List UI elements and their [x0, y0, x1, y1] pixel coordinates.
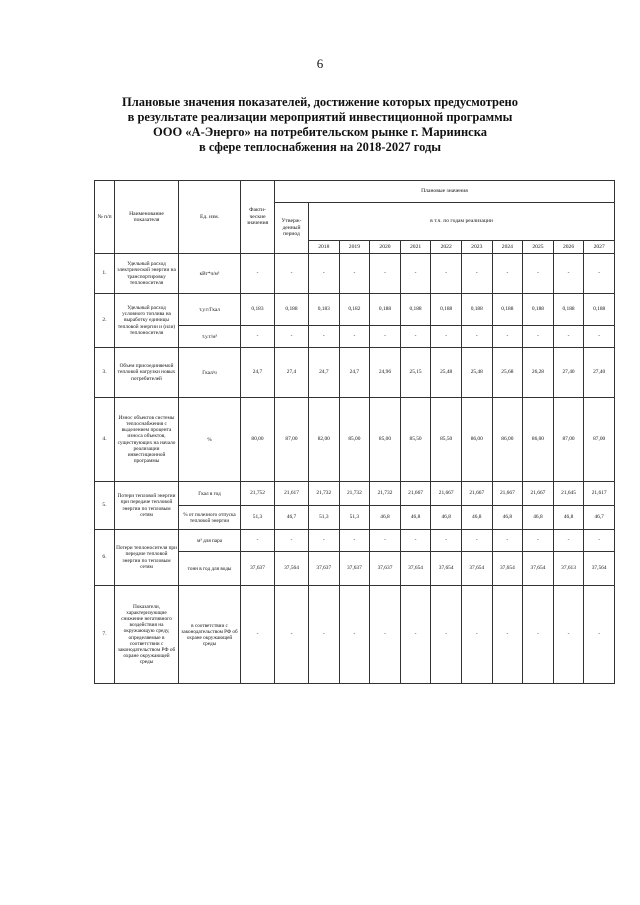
table-row [95, 294, 615, 326]
actual-value-cell: 21,752 [241, 482, 275, 506]
year-value-cell: - [584, 530, 615, 552]
header-year: 2023 [461, 241, 492, 254]
indicator-name: Удельный расход электрической энергии на транспортировку теплоносителя [115, 254, 179, 294]
year-value-cell: 21,645 [553, 482, 584, 506]
header-year: 2020 [370, 241, 401, 254]
unit-cell: т.у.т/Гкал [179, 294, 241, 326]
approved-value-cell: 0,188 [275, 294, 309, 326]
header-actual: Факти-ческие значения [241, 181, 275, 254]
header-year: 2018 [309, 241, 340, 254]
unit-cell: Гкал/ч [179, 348, 241, 398]
year-value-cell: 85,50 [400, 398, 431, 482]
year-value-cell: 21,732 [370, 482, 401, 506]
year-value-cell: - [523, 326, 554, 348]
year-value-cell: 46,8 [400, 506, 431, 530]
year-value-cell: 0,188 [584, 294, 615, 326]
actual-value-cell: 37,637 [241, 552, 275, 586]
year-value-cell: 51,3 [309, 506, 340, 530]
year-value-cell: 87,00 [584, 398, 615, 482]
year-value-cell: - [461, 326, 492, 348]
header-year: 2022 [431, 241, 462, 254]
unit-cell: Гкал в год [179, 482, 241, 506]
year-value-cell: 85,00 [370, 398, 401, 482]
approved-value-cell: - [275, 326, 309, 348]
year-value-cell: - [523, 254, 554, 294]
year-value-cell: 24,96 [370, 348, 401, 398]
header-year: 2027 [584, 241, 615, 254]
year-value-cell: 0,188 [431, 294, 462, 326]
year-value-cell: 21,667 [492, 482, 523, 506]
year-value-cell: - [431, 586, 462, 684]
year-value-cell: - [431, 326, 462, 348]
year-value-cell: - [370, 326, 401, 348]
year-value-cell: - [553, 326, 584, 348]
year-value-cell: - [339, 586, 370, 684]
header-year: 2019 [339, 241, 370, 254]
year-value-cell: 0,188 [400, 294, 431, 326]
year-value-cell: 21,667 [431, 482, 462, 506]
actual-value-cell: - [241, 530, 275, 552]
year-value-cell: 37,654 [523, 552, 554, 586]
year-value-cell: - [523, 530, 554, 552]
year-value-cell: 21,732 [339, 482, 370, 506]
year-value-cell: 21,667 [461, 482, 492, 506]
indicator-name: Показатели, характеризующие снижение негативного воздействия на окружающую среду, определяемые в соответствии с законодательством РФ об охране окружающей среды [115, 586, 179, 684]
unit-cell: % [179, 398, 241, 482]
year-value-cell: 25,48 [431, 348, 462, 398]
header-year: 2024 [492, 241, 523, 254]
unit-cell: в соответствии с законодательством РФ об охране окружающей среды [179, 586, 241, 684]
document-title [60, 95, 580, 155]
year-value-cell: - [309, 530, 340, 552]
year-value-cell: - [492, 586, 523, 684]
year-value-cell: - [400, 326, 431, 348]
unit-cell: % от полезного отпуска тепловой энергии [179, 506, 241, 530]
approved-value-cell: 27,4 [275, 348, 309, 398]
year-value-cell: 46,8 [431, 506, 462, 530]
year-value-cell: - [461, 586, 492, 684]
approved-value-cell: 37,564 [275, 552, 309, 586]
header-num: № п/п [95, 181, 115, 254]
approved-value-cell: - [275, 586, 309, 684]
header-by-years: в т.ч. по годам реализации [309, 203, 615, 241]
indicators-table [94, 180, 615, 684]
row-number: 4. [95, 398, 115, 482]
unit-cell: кВт*ч/м³ [179, 254, 241, 294]
row-number: 3. [95, 348, 115, 398]
year-value-cell: 86,00 [461, 398, 492, 482]
indicator-name: Удельный расход условного топлива на выработку единицы тепловой энергии и (или) теплоносителя [115, 294, 179, 348]
year-value-cell: - [431, 254, 462, 294]
year-value-cell: 37,654 [400, 552, 431, 586]
year-value-cell: 25,48 [461, 348, 492, 398]
year-value-cell: - [309, 586, 340, 684]
year-value-cell: - [492, 530, 523, 552]
title-line-3: ООО «А-Энерго» на потребительском рынке г. Мариинска [153, 125, 487, 139]
actual-value-cell: - [241, 254, 275, 294]
year-value-cell: 46,8 [523, 506, 554, 530]
title-line-1: Плановые значения показателей, достижение которых предусмотрено [122, 95, 518, 109]
header-name: Наименование показателя [115, 181, 179, 254]
page-number: 6 [316, 56, 324, 71]
approved-value-cell: - [275, 254, 309, 294]
year-value-cell: 37,637 [309, 552, 340, 586]
title-line-4: в сфере теплоснабжения на 2018-2027 годы [198, 140, 442, 154]
actual-value-cell: 51,3 [241, 506, 275, 530]
header-unit: Ед. изм. [179, 181, 241, 254]
year-value-cell: - [370, 530, 401, 552]
year-value-cell: - [400, 530, 431, 552]
year-value-cell: 37,637 [339, 552, 370, 586]
year-value-cell: 0,188 [523, 294, 554, 326]
year-value-cell: 24,7 [309, 348, 340, 398]
indicator-name: Износ объектов системы теплоснабжения с выделением процента износа объектов, существующих на начало реализации инвестиционной программы [115, 398, 179, 482]
year-value-cell: 0,188 [461, 294, 492, 326]
indicator-name: Потери теплоносителя при передаче тепловой энергии по тепловым сетям [115, 530, 179, 586]
year-value-cell: - [553, 254, 584, 294]
actual-value-cell: - [241, 326, 275, 348]
indicator-name: Потери тепловой энергии при передаче тепловой энергии по тепловым сетям [115, 482, 179, 530]
table-row [95, 482, 615, 506]
year-value-cell: 86,00 [523, 398, 554, 482]
row-number: 2. [95, 294, 115, 348]
year-value-cell: 25,15 [400, 348, 431, 398]
indicator-name: Объем присоединяемой тепловой нагрузки новых потребителей [115, 348, 179, 398]
year-value-cell: 0,188 [553, 294, 584, 326]
year-value-cell: 37,637 [370, 552, 401, 586]
year-value-cell: 85,00 [339, 398, 370, 482]
approved-value-cell: - [275, 530, 309, 552]
actual-value-cell: - [241, 586, 275, 684]
year-value-cell: 37,654 [492, 552, 523, 586]
year-value-cell: 51,3 [339, 506, 370, 530]
year-value-cell: 37,654 [431, 552, 462, 586]
header-year: 2025 [523, 241, 554, 254]
year-value-cell: - [492, 254, 523, 294]
year-value-cell: - [492, 326, 523, 348]
year-value-cell: - [584, 254, 615, 294]
year-value-cell: 24,7 [339, 348, 370, 398]
table-row [95, 530, 615, 552]
year-value-cell: 21,667 [400, 482, 431, 506]
year-value-cell: 37,613 [553, 552, 584, 586]
year-value-cell: 27,40 [553, 348, 584, 398]
year-value-cell: 87,00 [553, 398, 584, 482]
year-value-cell: 46,7 [584, 506, 615, 530]
year-value-cell: 46,8 [370, 506, 401, 530]
table-row [95, 348, 615, 398]
title-line-2: в результате реализации мероприятий инвестиционной программы [127, 110, 513, 124]
row-number: 1. [95, 254, 115, 294]
approved-value-cell: 46,7 [275, 506, 309, 530]
actual-value-cell: 0,183 [241, 294, 275, 326]
year-value-cell: - [431, 530, 462, 552]
year-value-cell: 46,8 [461, 506, 492, 530]
row-number: 5. [95, 482, 115, 530]
year-value-cell: 46,8 [553, 506, 584, 530]
year-value-cell: 0,183 [309, 294, 340, 326]
actual-value-cell: 80,00 [241, 398, 275, 482]
approved-value-cell: 87,00 [275, 398, 309, 482]
year-value-cell: - [339, 530, 370, 552]
year-value-cell: 37,654 [461, 552, 492, 586]
year-value-cell: - [400, 254, 431, 294]
year-value-cell: 21,617 [584, 482, 615, 506]
year-value-cell: 21,732 [309, 482, 340, 506]
table-row [95, 586, 615, 684]
year-value-cell: 86,00 [492, 398, 523, 482]
header-year: 2026 [553, 241, 584, 254]
header-planned-group: Плановые значения [275, 181, 615, 203]
year-value-cell: - [309, 254, 340, 294]
year-value-cell: 27,40 [584, 348, 615, 398]
year-value-cell: 21,667 [523, 482, 554, 506]
year-value-cell: - [461, 254, 492, 294]
year-value-cell: - [584, 586, 615, 684]
year-value-cell: 37,564 [584, 552, 615, 586]
unit-cell: т.у.т/м³ [179, 326, 241, 348]
year-value-cell: - [339, 326, 370, 348]
year-value-cell: 0,188 [370, 294, 401, 326]
table-row [95, 398, 615, 482]
year-value-cell: 46,8 [492, 506, 523, 530]
year-value-cell: - [400, 586, 431, 684]
year-value-cell: - [523, 586, 554, 684]
year-value-cell: - [370, 586, 401, 684]
year-value-cell: 26,28 [523, 348, 554, 398]
unit-cell: м³ для пара [179, 530, 241, 552]
year-value-cell: - [309, 326, 340, 348]
year-value-cell: 25,68 [492, 348, 523, 398]
year-value-cell: - [339, 254, 370, 294]
year-value-cell: - [553, 586, 584, 684]
approved-value-cell: 21,617 [275, 482, 309, 506]
table-row [95, 254, 615, 294]
year-value-cell: - [370, 254, 401, 294]
year-value-cell: - [553, 530, 584, 552]
unit-cell: тонн в год для воды [179, 552, 241, 586]
row-number: 7. [95, 586, 115, 684]
row-number: 6. [95, 530, 115, 586]
year-value-cell: - [461, 530, 492, 552]
year-value-cell: 82,00 [309, 398, 340, 482]
actual-value-cell: 24,7 [241, 348, 275, 398]
year-value-cell: 85,50 [431, 398, 462, 482]
header-approved-period: Утверж-денный период [275, 203, 309, 254]
header-year: 2021 [400, 241, 431, 254]
year-value-cell: 0,188 [492, 294, 523, 326]
year-value-cell: 0,182 [339, 294, 370, 326]
year-value-cell: - [584, 326, 615, 348]
